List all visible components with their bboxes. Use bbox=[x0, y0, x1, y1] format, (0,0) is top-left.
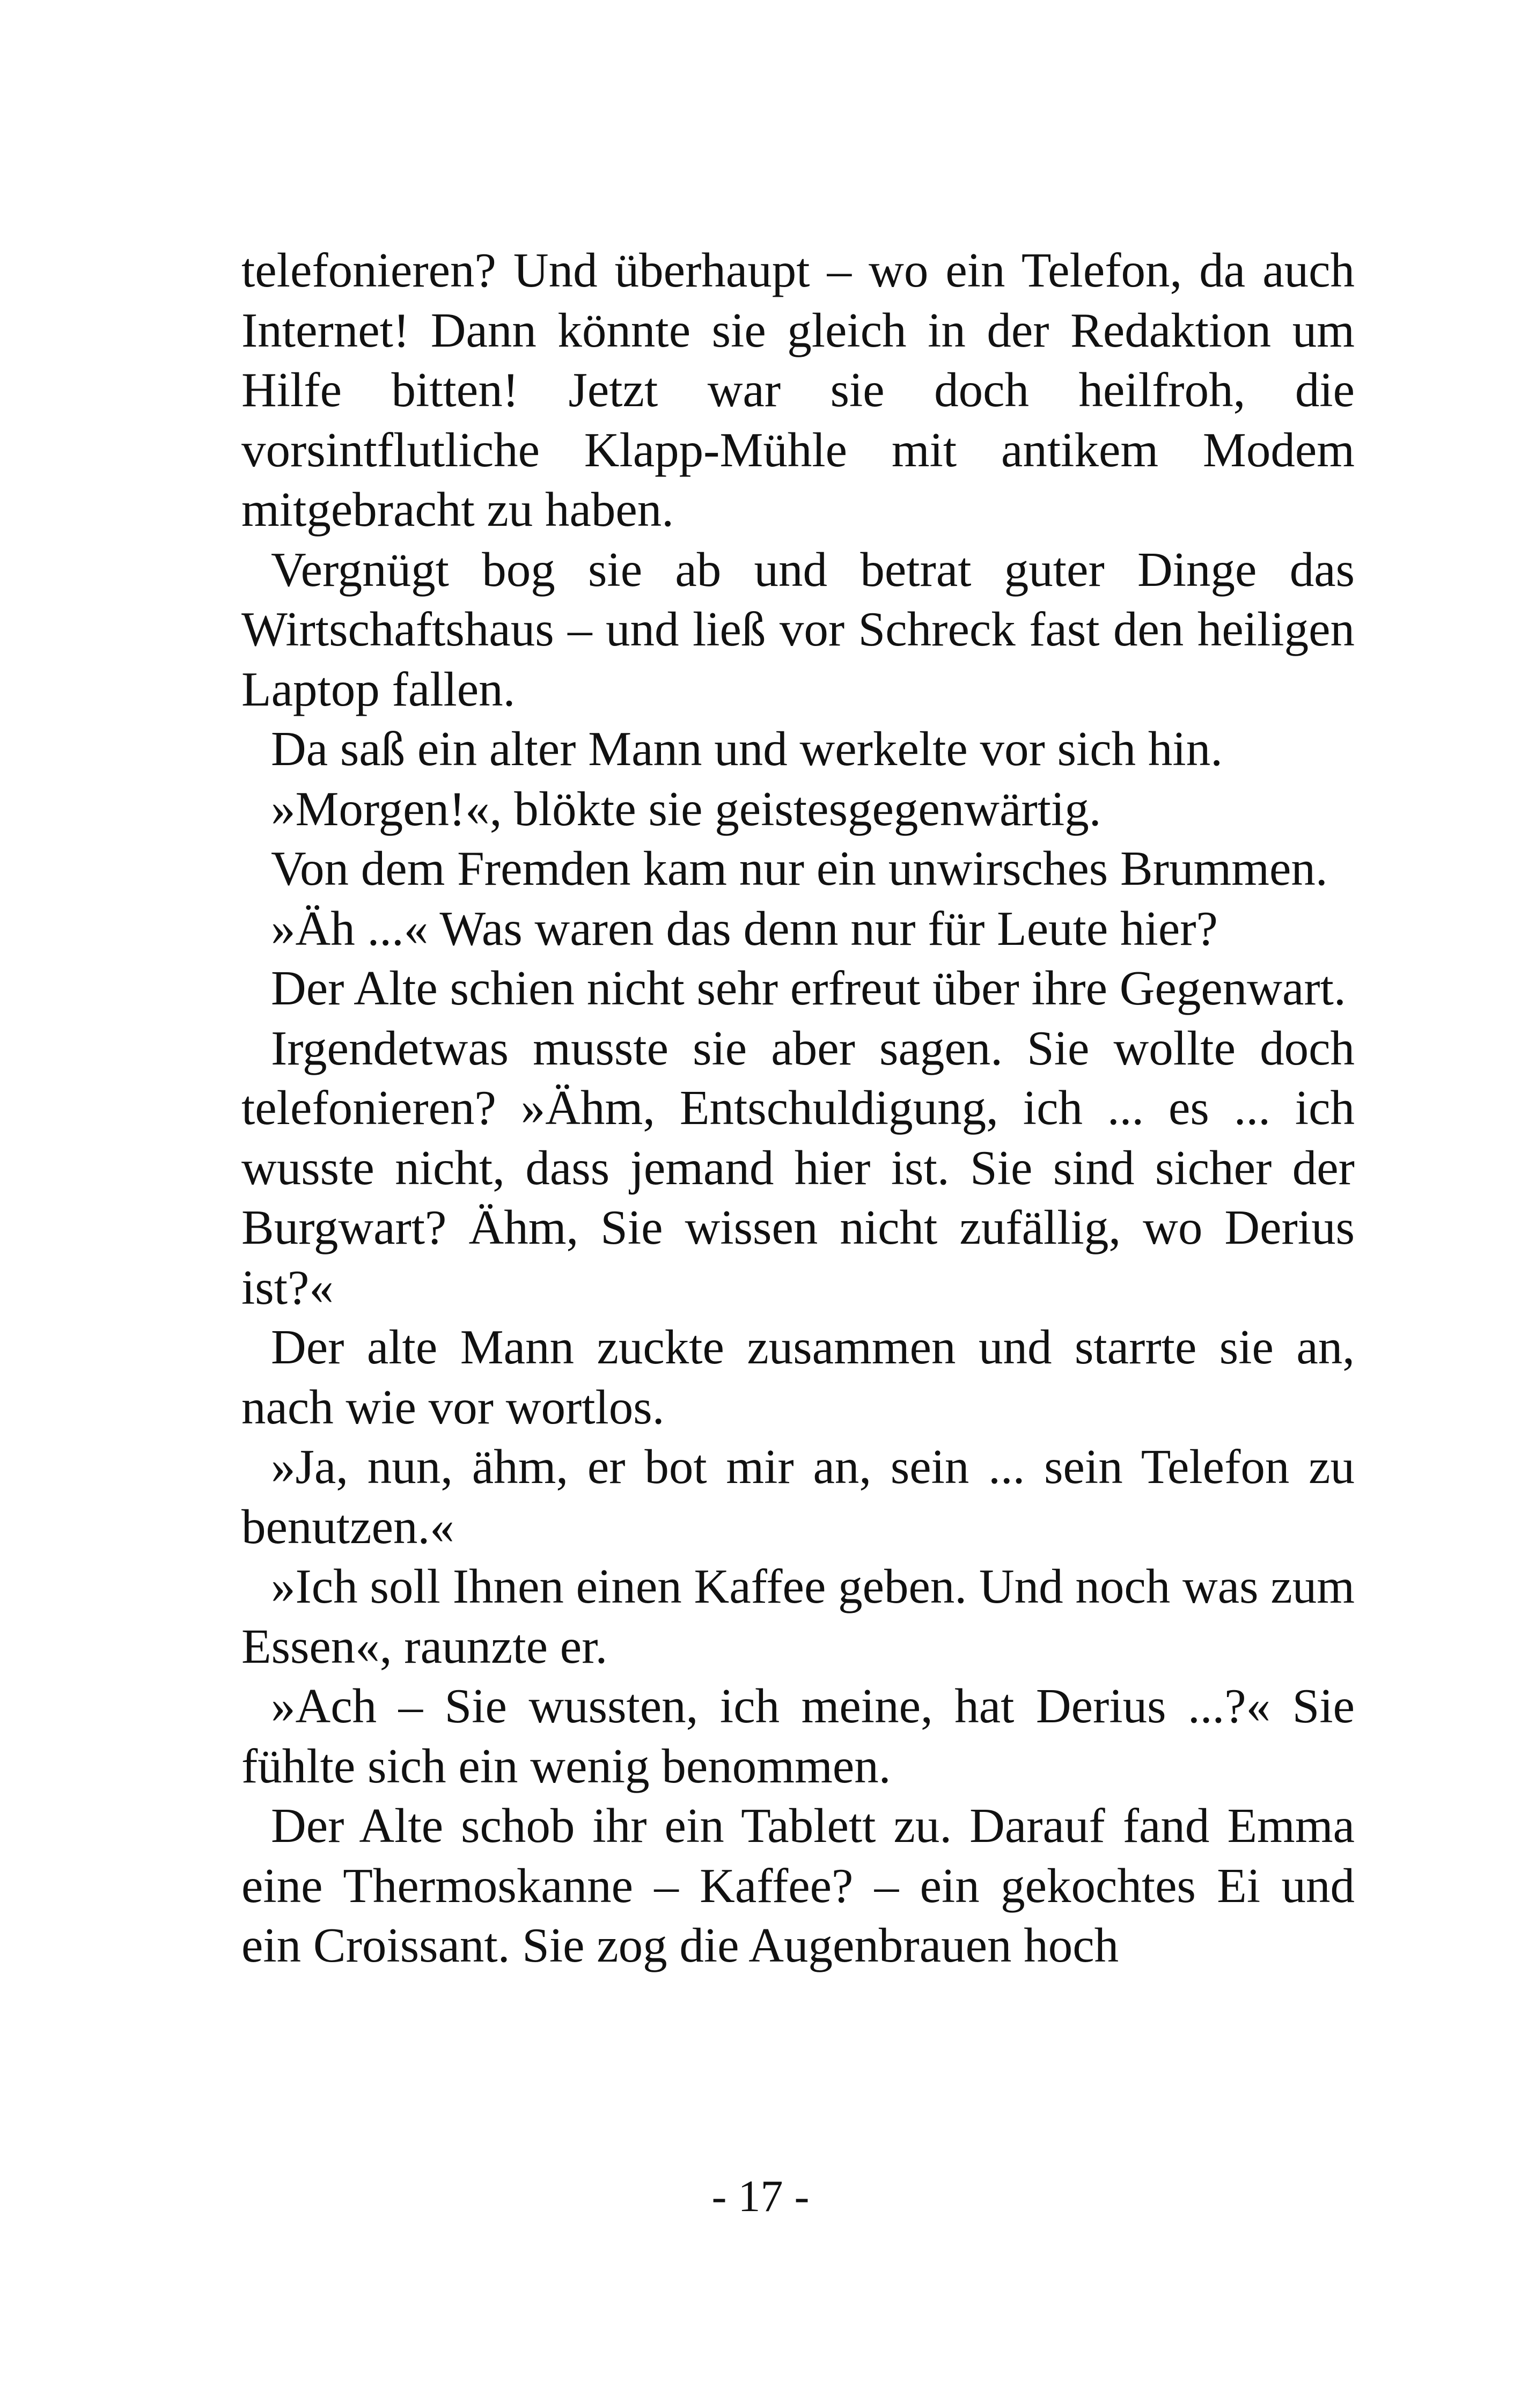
paragraph: Der alte Mann zuckte zusammen und starrte sie an, nach wie vor wortlos. bbox=[241, 1320, 1355, 1434]
paragraph: Irgendetwas musste sie aber sagen. Sie wollte doch telefonieren? »Ähm, Entschuldigung, ich ... es ... ich wusste nicht, dass jemand hier ist. Sie sind sicher der Burgwart? Ähm, Sie wissen nicht zufällig, wo Derius ist?« bbox=[241, 1021, 1355, 1315]
page-number: - 17 - bbox=[711, 2171, 810, 2221]
paragraph: telefonieren? Und überhaupt – wo ein Telefon, da auch Internet! Dann könnte sie gleich in der Redaktion um Hilfe bitten! Jetzt war sie doch heilfroh, die vorsintflutliche Klapp-Mühle mit antikem Modem mitgebracht zu haben. bbox=[241, 243, 1355, 537]
paragraph: »Ich soll Ihnen einen Kaffee geben. Und noch was zum Essen«, raunzte er. bbox=[241, 1559, 1355, 1673]
paragraph: »Morgen!«, blökte sie geistesgegenwärtig. bbox=[271, 781, 1101, 836]
paragraph: Da saß ein alter Mann und werkelte vor sich hin. bbox=[271, 722, 1223, 776]
paragraph: »Äh ...« Was waren das denn nur für Leute hier? bbox=[271, 901, 1218, 956]
paragraph: Von dem Fremden kam nur ein unwirsches Brummen. bbox=[271, 841, 1328, 895]
paragraph: Der Alte schob ihr ein Tablett zu. Darauf fand Emma eine Thermoskanne – Kaffee? – ein gekochtes Ei und ein Croissant. Sie zog die Augenbrauen hoch bbox=[241, 1798, 1355, 1972]
paragraph: »Ach – Sie wussten, ich meine, hat Derius ...?« Sie fühlte sich ein wenig benommen. bbox=[241, 1679, 1355, 1793]
paragraph: »Ja, nun, ähm, er bot mir an, sein ... sein Telefon zu benutzen.« bbox=[241, 1440, 1355, 1554]
paragraph: Der Alte schien nicht sehr erfreut über ihre Gegenwart. bbox=[271, 961, 1346, 1015]
body-text bbox=[241, 240, 1355, 1976]
paragraph: Vergnügt bog sie ab und betrat guter Dinge das Wirtschaftshaus – und ließ vor Schreck fast den heiligen Laptop fallen. bbox=[241, 542, 1355, 716]
